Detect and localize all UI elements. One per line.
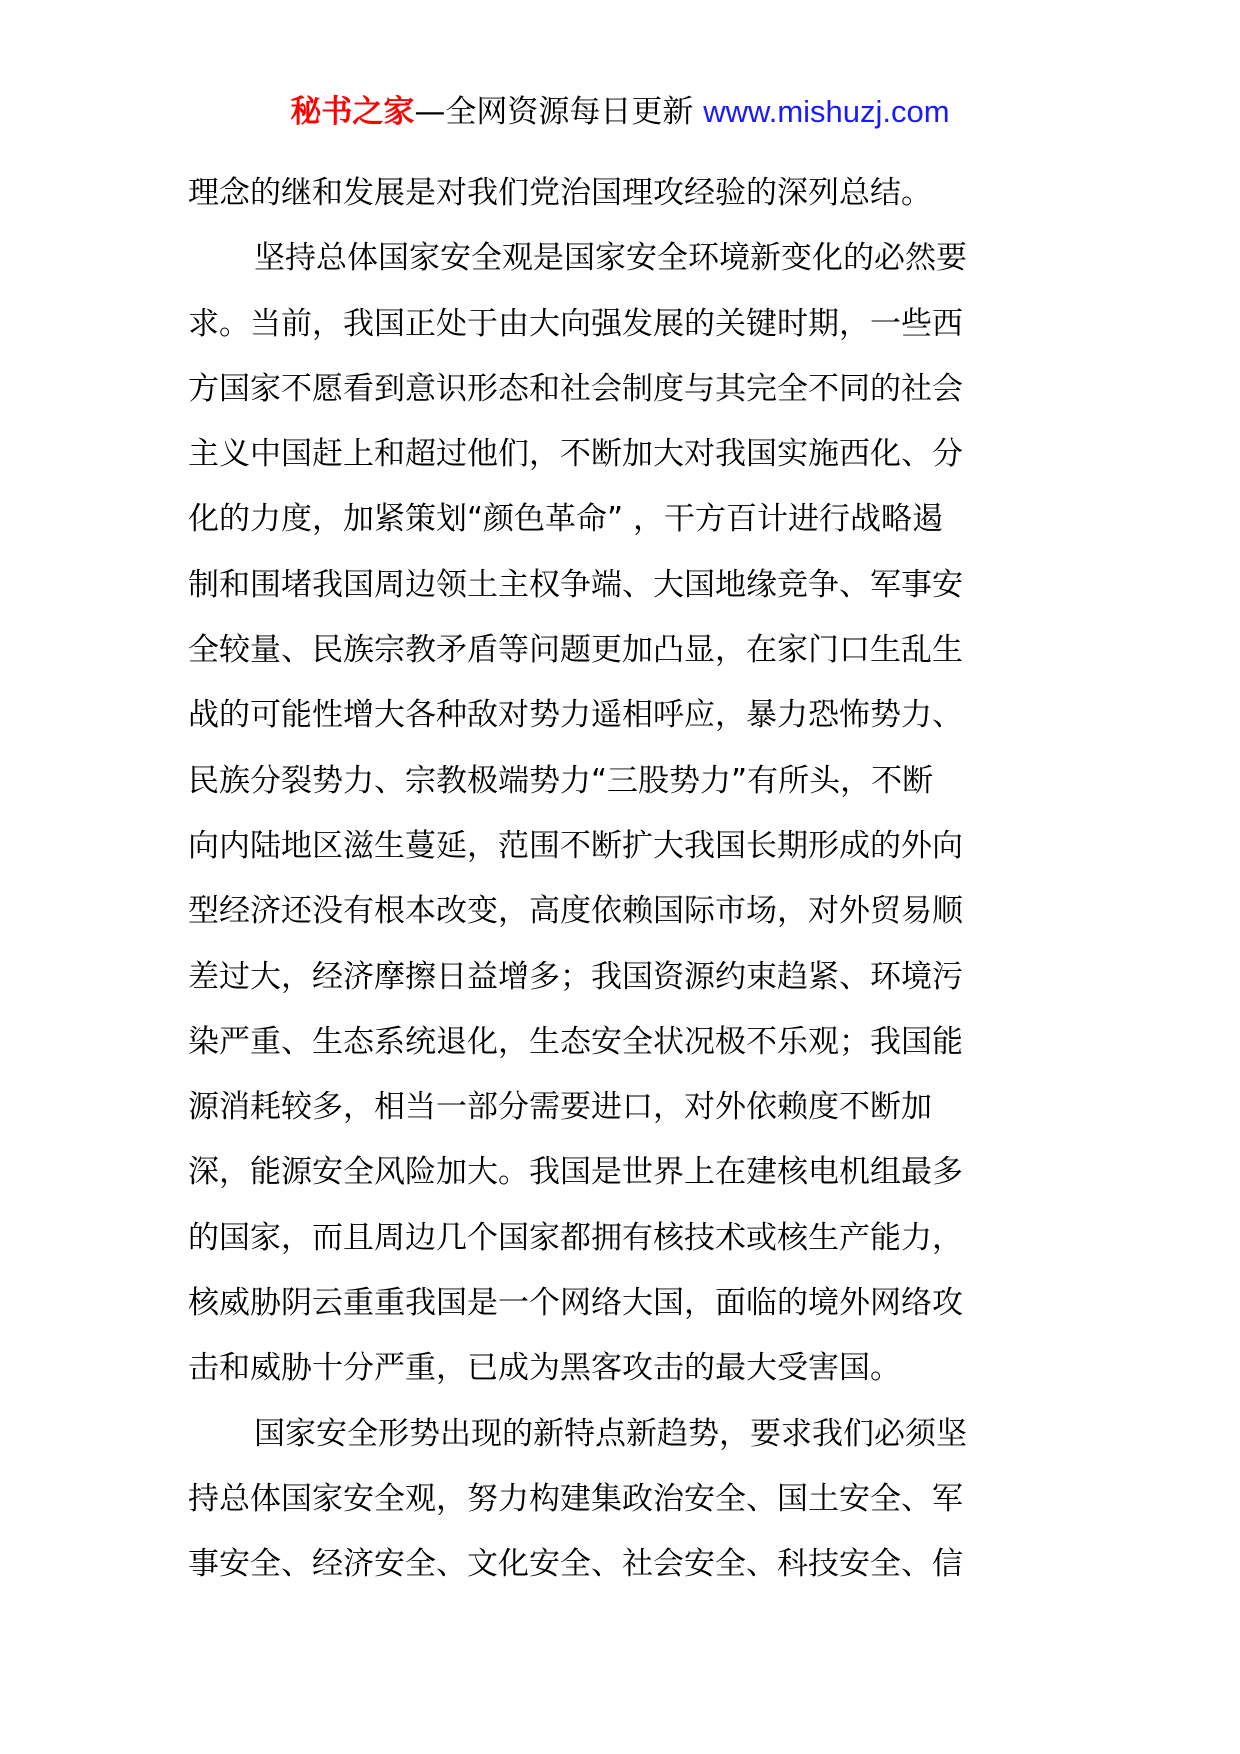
website-url[interactable]: www.mishuzj.com: [703, 94, 950, 129]
text-line: 方国家不愿看到意识形态和社会制度与其完全不同的社会: [188, 370, 963, 407]
text-line: 击和威胁十分严重，已成为黑客攻击的最大受害国。: [188, 1350, 901, 1387]
text-line: 民族分裂势力、宗教极端势力“三股势力”有所头，不断: [188, 762, 934, 799]
text-line: 理念的继和发展是对我们党治国理攻经验的深列总结。: [188, 175, 932, 211]
text-line: 全较量、民族宗教矛盾等问题更加凸显，在家门口生乱生: [188, 632, 963, 669]
text-line: 持总体国家安全观，努力构建集政治安全、国土安全、军: [188, 1480, 963, 1517]
text-line: 事安全、经济安全、文化安全、社会安全、科技安全、信: [188, 1546, 963, 1583]
text-line: 型经济还没有根本改变，高度依赖国际市场，对外贸易顺: [188, 893, 963, 930]
text-line: 深，能源安全风险加大。我国是世界上在建核电机组最多: [188, 1154, 963, 1191]
header-tagline: —全网资源每日更新: [414, 94, 704, 130]
text-line: 核威胁阴云重重我国是一个网络大国，面临的境外网络攻: [188, 1285, 963, 1322]
site-header: [0, 92, 1240, 132]
text-line: 向内陆地区滋生蔓延，范围不断扩大我国长期形成的外向: [188, 827, 963, 864]
text-line: 坚持总体国家安全观是国家安全环境新变化的必然要: [254, 240, 967, 277]
text-line: 主义中国赶上和超过他们，不断加大对我国实施西化、分: [188, 436, 963, 473]
text-line: 染严重、生态系统退化，生态安全状况极不乐观；我国能: [188, 1023, 963, 1060]
text-line: 的国家，而且周边几个国家都拥有核技术或核生产能力，: [188, 1219, 963, 1256]
text-line: 化的力度，加紧策划“颜色革命” ，干方百计进行战略遏: [188, 501, 943, 538]
text-line: 国家安全形势出现的新特点新趋势，要求我们必须坚: [254, 1415, 967, 1452]
text-line: 战的可能性增大各种敌对势力遥相呼应，暴力恐怖势力、: [188, 697, 963, 734]
brand-name: 秘书之家: [290, 94, 415, 130]
document-body: [188, 161, 1058, 1598]
text-line: 差过大，经济摩擦日益增多；我国资源约束趋紧、环境污: [188, 958, 963, 995]
text-line: 求。当前，我国正处于由大向强发展的关键时期，一些西: [188, 305, 963, 342]
text-line: 制和围堵我国周边领土主权争端、大国地缘竞争、军事安: [188, 566, 963, 603]
text-line: 源消耗较多，相当一部分需要进口，对外依赖度不断加: [188, 1089, 932, 1126]
